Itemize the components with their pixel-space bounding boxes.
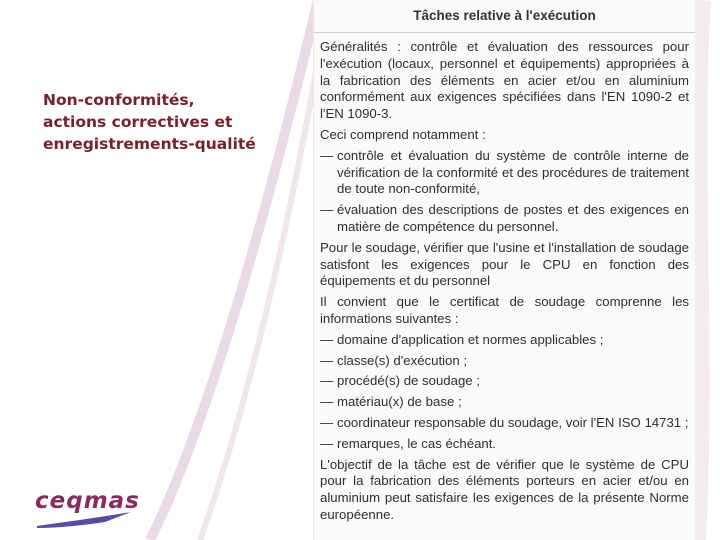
paragraph-soudage: Pour le soudage, vérifier que l'usine et l'installation de soudage satisfont les exigences pour le CPU en fonction des équipements et du personnel xyxy=(320,239,689,289)
list-item-text: contrôle et évaluation du système de contrôle interne de vérification de la conformité et des procédures de traitement de toute non-conformité, xyxy=(337,147,689,197)
list-item xyxy=(320,202,689,236)
paragraph-comprend: Ceci comprend notamment : xyxy=(320,126,486,142)
dash-marker: — xyxy=(320,147,334,163)
dash-marker: — xyxy=(320,202,334,218)
list-item-text: classe(s) d'exécution ; xyxy=(337,352,468,368)
panel-body xyxy=(314,33,695,524)
list-item xyxy=(320,436,689,453)
slide-title-line-1: Non-conformités, xyxy=(43,91,195,109)
paragraph-generalites: Généralités : contrôle et évaluation des ressources pour l'exécution (locaux, personnel et équipements) appropriées à la fabrication des éléments en acier et/ou en aluminium conformément aux exigences spécifiées dans l'EN 1090-2 et l'EN 1090-3. xyxy=(320,39,689,122)
slide-title-line-3: enregistrements-qualité xyxy=(43,135,256,153)
logo-swoosh-icon xyxy=(35,488,135,532)
paragraph-certificat: Il convient que le certificat de soudage comprenne les informations suivantes : xyxy=(320,294,689,326)
dash-marker: — xyxy=(320,352,334,368)
list-item xyxy=(320,415,689,432)
list-item xyxy=(320,332,689,349)
list-item-text: procédé(s) de soudage ; xyxy=(337,373,480,389)
list-item xyxy=(320,353,689,370)
dash-marker: — xyxy=(320,331,334,347)
dash-marker: — xyxy=(320,394,334,410)
list-item-text: coordinateur responsable du soudage, voir l'EN ISO 14731 ; xyxy=(337,414,689,430)
slide-title xyxy=(43,89,283,155)
list-item-text: évaluation des descriptions de postes et des exigences en matière de compétence du personnel. xyxy=(337,202,689,234)
logo-text: ceqmas xyxy=(35,488,140,514)
dash-marker: — xyxy=(320,414,334,430)
paragraph-objectif: L'objectif de la tâche est de vérifier que le système de CPU pour la fabrication des éléments porteurs en acier et/ou en aluminium peut satisfaire les exigences de la présente Norme européenne. xyxy=(320,456,689,522)
panel-header: Tâches relative à l'exécution xyxy=(314,0,695,33)
list-item xyxy=(320,373,689,390)
list-item-text: remarques, le cas échéant. xyxy=(337,435,497,451)
list-item-text: domaine d'application et normes applicables ; xyxy=(337,331,604,347)
standard-excerpt-panel xyxy=(313,0,695,540)
dash-marker: — xyxy=(320,435,334,451)
dash-marker: — xyxy=(320,373,334,389)
list-item-text: matériau(x) de base ; xyxy=(337,394,462,410)
slide-title-line-2: actions correctives et xyxy=(43,113,233,131)
list-item xyxy=(320,148,689,198)
ceqmas-logo xyxy=(35,488,140,532)
list-item xyxy=(320,394,689,411)
